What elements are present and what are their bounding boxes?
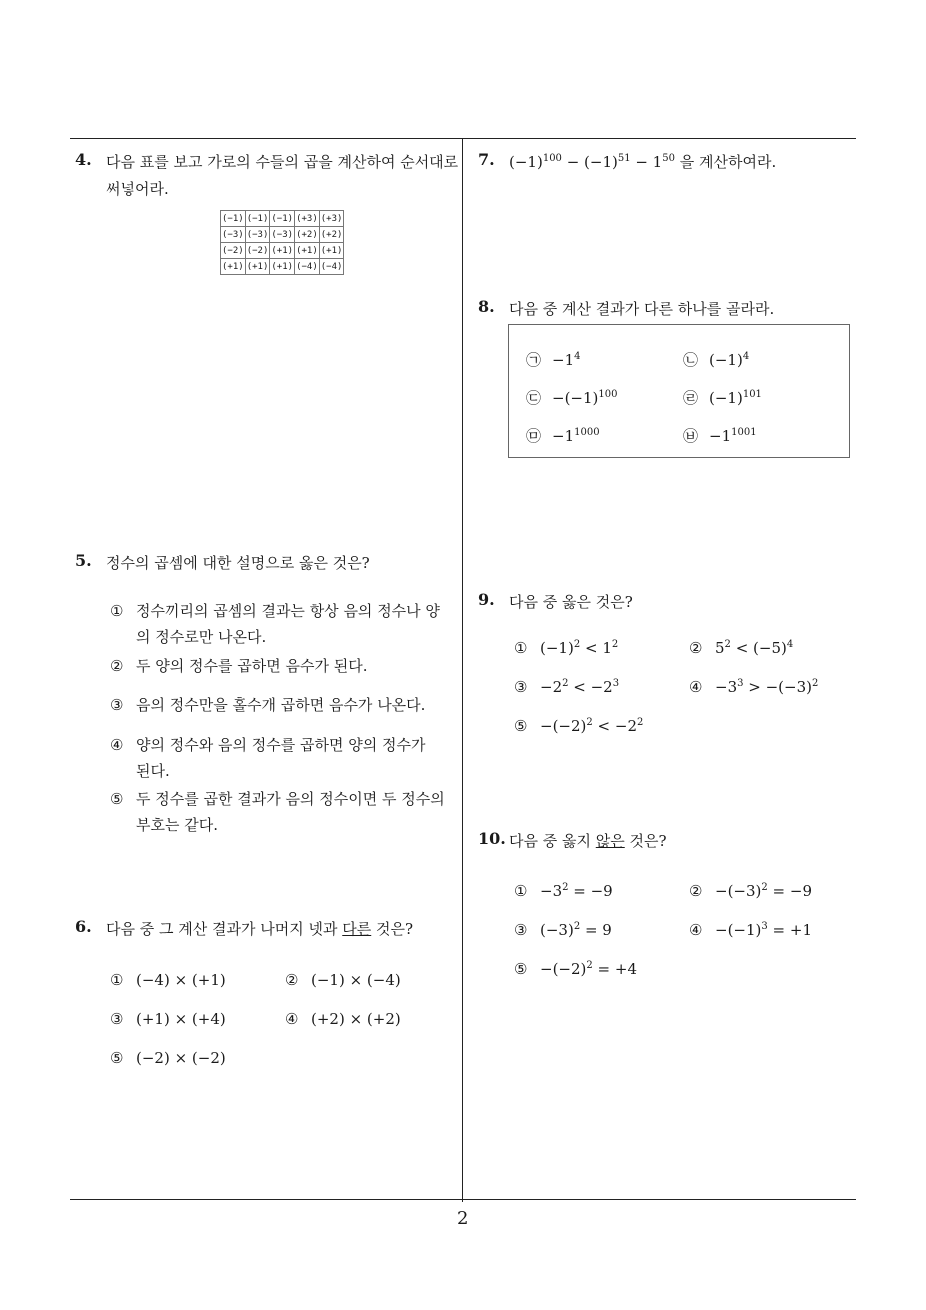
option-text: 부호는 같다. bbox=[136, 816, 218, 834]
question-text-part: 다음 중 옳지 bbox=[509, 832, 596, 850]
option-3[interactable] bbox=[110, 1009, 226, 1029]
underlined-word: 다른 bbox=[342, 920, 372, 938]
expr-part: (−3) bbox=[540, 921, 574, 939]
table-cell: (+2) bbox=[295, 227, 320, 243]
table-cell: (+1) bbox=[270, 243, 295, 259]
expr-part: (−1) bbox=[509, 153, 543, 171]
expr-part: (−5) bbox=[753, 639, 787, 657]
table-cell: (−3) bbox=[221, 227, 246, 243]
exponent: 4 bbox=[786, 639, 794, 650]
option-marker: ② bbox=[689, 882, 703, 900]
option-2[interactable] bbox=[689, 638, 793, 658]
option-text: 두 정수를 곱한 결과가 음의 정수이면 두 정수의 bbox=[136, 790, 445, 808]
option-1[interactable] bbox=[110, 970, 226, 990]
table-cell: (−2) bbox=[221, 243, 246, 259]
table-cell: (+3) bbox=[295, 211, 320, 227]
option-2[interactable] bbox=[285, 970, 401, 990]
operator: > bbox=[743, 678, 766, 696]
table-cell: (−4) bbox=[319, 259, 344, 275]
question-number: 10. bbox=[478, 829, 506, 848]
exponent: 3 bbox=[761, 921, 768, 932]
question-number: 8. bbox=[478, 297, 495, 316]
option-marker: ④ bbox=[689, 678, 703, 696]
expr-part: (−1) bbox=[540, 639, 574, 657]
exponent: 3 bbox=[612, 678, 620, 689]
exponent: 2 bbox=[586, 960, 593, 971]
operator: < bbox=[592, 717, 615, 735]
underlined-word: 않은 bbox=[595, 832, 625, 850]
expr-part: 1 bbox=[602, 639, 612, 657]
exponent: 2 bbox=[562, 882, 569, 893]
expr-part: = −9 bbox=[767, 882, 812, 900]
question-text: 다음 중 계산 결과가 다른 하나를 골라라. bbox=[509, 300, 775, 318]
table-cell: (−1) bbox=[221, 211, 246, 227]
option-d[interactable] bbox=[683, 388, 762, 408]
expr-part: −3 bbox=[540, 882, 563, 900]
expr-part: −(−2) bbox=[540, 717, 587, 735]
option-2[interactable] bbox=[689, 881, 812, 901]
question-number: 4. bbox=[75, 150, 92, 169]
option-text: 음의 정수만을 홀수개 곱하면 음수가 나온다. bbox=[136, 696, 426, 714]
option-marker: ③ bbox=[514, 678, 528, 696]
question-text-part: 것은? bbox=[371, 920, 414, 938]
exponent: 100 bbox=[542, 153, 562, 164]
question-text: 을 계산하여라. bbox=[674, 153, 777, 171]
option-expression: −(−1) bbox=[552, 389, 599, 407]
exponent: 2 bbox=[724, 639, 731, 650]
option-3[interactable] bbox=[110, 695, 425, 715]
option-5[interactable] bbox=[514, 716, 643, 736]
option-e[interactable] bbox=[526, 426, 600, 446]
expr-part: −2 bbox=[540, 678, 563, 696]
option-b[interactable] bbox=[683, 350, 749, 370]
bottom-rule bbox=[70, 1199, 856, 1200]
option-marker: ④ bbox=[689, 921, 703, 939]
page-number: 2 bbox=[457, 1208, 469, 1229]
option-marker: ⑤ bbox=[110, 790, 124, 808]
option-5[interactable] bbox=[514, 959, 637, 979]
option-3[interactable] bbox=[514, 920, 612, 940]
option-4[interactable] bbox=[689, 677, 818, 697]
top-rule bbox=[70, 138, 856, 139]
question-expression bbox=[509, 151, 776, 172]
option-1[interactable] bbox=[514, 638, 618, 658]
option-1[interactable] bbox=[110, 601, 440, 621]
question-number: 7. bbox=[478, 150, 495, 169]
exponent: 2 bbox=[637, 717, 644, 728]
option-expression: −1 bbox=[552, 427, 575, 445]
option-marker: ③ bbox=[110, 1010, 124, 1028]
option-marker: ㉥ bbox=[683, 427, 699, 445]
option-marker: ① bbox=[110, 971, 124, 989]
option-marker: ④ bbox=[285, 1010, 299, 1028]
expr-part: 5 bbox=[715, 639, 725, 657]
option-expression: (−1) × (−4) bbox=[311, 971, 401, 989]
expr-part: = +1 bbox=[767, 921, 812, 939]
exponent: 101 bbox=[742, 389, 762, 400]
question-text-part: 다음 중 그 계산 결과가 나머지 넷과 bbox=[106, 920, 343, 938]
exponent: 2 bbox=[586, 717, 593, 728]
option-marker: ② bbox=[110, 657, 124, 675]
option-marker: ② bbox=[689, 639, 703, 657]
expr-part: − (−1) bbox=[561, 153, 618, 171]
option-marker: ㉢ bbox=[526, 389, 542, 407]
table-row bbox=[221, 259, 344, 275]
exponent: 4 bbox=[574, 351, 581, 362]
exponent: 51 bbox=[617, 153, 631, 164]
exponent: 1001 bbox=[731, 427, 757, 438]
exponent: 50 bbox=[662, 153, 675, 164]
option-a[interactable] bbox=[526, 350, 581, 370]
table-cell: (+2) bbox=[319, 227, 344, 243]
expr-part: −(−3) bbox=[715, 882, 762, 900]
option-5[interactable] bbox=[110, 789, 445, 809]
table-cell: (−4) bbox=[295, 259, 320, 275]
option-marker: ① bbox=[514, 639, 528, 657]
option-3[interactable] bbox=[514, 677, 619, 697]
option-text: 양의 정수와 음의 정수를 곱하면 양의 정수가 bbox=[136, 736, 426, 754]
expr-part: −2 bbox=[590, 678, 613, 696]
option-marker: ㉣ bbox=[683, 389, 699, 407]
expr-part: −(−1) bbox=[715, 921, 762, 939]
table-cell: (+1) bbox=[270, 259, 295, 275]
expr-part: = +4 bbox=[592, 960, 637, 978]
table-cell: (−2) bbox=[245, 243, 270, 259]
option-marker: ① bbox=[514, 882, 528, 900]
option-expression: (−4) × (+1) bbox=[136, 971, 226, 989]
question-number: 6. bbox=[75, 917, 92, 936]
option-f[interactable] bbox=[683, 426, 757, 446]
option-5-continued bbox=[136, 815, 218, 835]
table-cell: (+1) bbox=[295, 243, 320, 259]
exponent: 2 bbox=[611, 639, 619, 650]
question-text-part: 것은? bbox=[624, 832, 667, 850]
option-marker: ⑤ bbox=[514, 960, 528, 978]
table-cell: (+1) bbox=[319, 243, 344, 259]
table-cell: (+1) bbox=[245, 259, 270, 275]
expr-part: −(−2) bbox=[540, 960, 587, 978]
number-table bbox=[220, 210, 344, 275]
expr-part: −3 bbox=[715, 678, 738, 696]
option-expression: (+1) × (+4) bbox=[136, 1010, 226, 1028]
question-text: 정수의 곱셈에 대한 설명으로 옳은 것은? bbox=[106, 554, 370, 572]
question-text-continued: 써넣어라. bbox=[106, 180, 169, 198]
option-text: 정수끼리의 곱셈의 결과는 항상 음의 정수나 양 bbox=[136, 602, 440, 620]
operator: < bbox=[568, 678, 591, 696]
table-row bbox=[221, 211, 344, 227]
operator: < bbox=[580, 639, 603, 657]
option-marker: ④ bbox=[110, 736, 124, 754]
expr-part: = −9 bbox=[568, 882, 613, 900]
option-expression: −1 bbox=[709, 427, 732, 445]
question-text: 다음 표를 보고 가로의 수들의 곱을 계산하여 순서대로 bbox=[106, 153, 459, 171]
question-text bbox=[106, 918, 413, 939]
operator: < bbox=[730, 639, 754, 657]
exponent: 2 bbox=[812, 678, 819, 689]
option-marker: ⑤ bbox=[110, 1049, 124, 1067]
option-marker: ③ bbox=[514, 921, 528, 939]
question-text bbox=[509, 830, 667, 851]
expr-part: −(−3) bbox=[765, 678, 812, 696]
expr-part: = 9 bbox=[580, 921, 612, 939]
option-marker: ㉤ bbox=[526, 427, 542, 445]
exponent: 3 bbox=[737, 678, 744, 689]
option-text: 된다. bbox=[136, 762, 170, 780]
option-marker: ③ bbox=[110, 696, 124, 714]
table-cell: (+1) bbox=[221, 259, 246, 275]
exponent: 2 bbox=[573, 921, 581, 932]
option-1[interactable] bbox=[514, 881, 613, 901]
option-marker: ① bbox=[110, 602, 124, 620]
option-1-continued bbox=[136, 627, 266, 647]
option-text: 두 양의 정수를 곱하면 음수가 된다. bbox=[136, 657, 368, 675]
exponent: 2 bbox=[573, 639, 581, 650]
option-c[interactable] bbox=[526, 388, 617, 408]
option-marker: ⑤ bbox=[514, 717, 528, 735]
question-number: 5. bbox=[75, 551, 92, 570]
expr-part: −2 bbox=[614, 717, 637, 735]
option-4[interactable] bbox=[110, 735, 425, 755]
option-marker: ㉠ bbox=[526, 351, 542, 369]
column-divider bbox=[462, 138, 463, 1202]
option-expression: (−1) bbox=[709, 351, 743, 369]
exponent: 1000 bbox=[574, 427, 600, 438]
option-4[interactable] bbox=[689, 920, 812, 940]
table-cell: (+3) bbox=[319, 211, 344, 227]
expr-part: − 1 bbox=[630, 153, 663, 171]
option-expression: (−2) × (−2) bbox=[136, 1049, 226, 1067]
option-expression: (−1) bbox=[709, 389, 743, 407]
table-cell: (−3) bbox=[270, 227, 295, 243]
question-text: 다음 중 옳은 것은? bbox=[509, 593, 633, 611]
option-expression: −1 bbox=[552, 351, 575, 369]
table-cell: (−1) bbox=[245, 211, 270, 227]
option-text: 의 정수로만 나온다. bbox=[136, 628, 267, 646]
exponent: 2 bbox=[562, 678, 569, 689]
option-4[interactable] bbox=[285, 1009, 401, 1029]
table-cell: (−3) bbox=[245, 227, 270, 243]
option-4-continued bbox=[136, 761, 170, 781]
exponent: 100 bbox=[598, 389, 618, 400]
table-row bbox=[221, 227, 344, 243]
table-cell: (−1) bbox=[270, 211, 295, 227]
option-5[interactable] bbox=[110, 1048, 226, 1068]
table-row bbox=[221, 243, 344, 259]
option-expression: (+2) × (+2) bbox=[311, 1010, 401, 1028]
option-marker: ㉡ bbox=[683, 351, 699, 369]
exponent: 2 bbox=[761, 882, 768, 893]
option-marker: ② bbox=[285, 971, 299, 989]
exponent: 4 bbox=[742, 351, 750, 362]
option-2[interactable] bbox=[110, 656, 367, 676]
question-number: 9. bbox=[478, 590, 495, 609]
